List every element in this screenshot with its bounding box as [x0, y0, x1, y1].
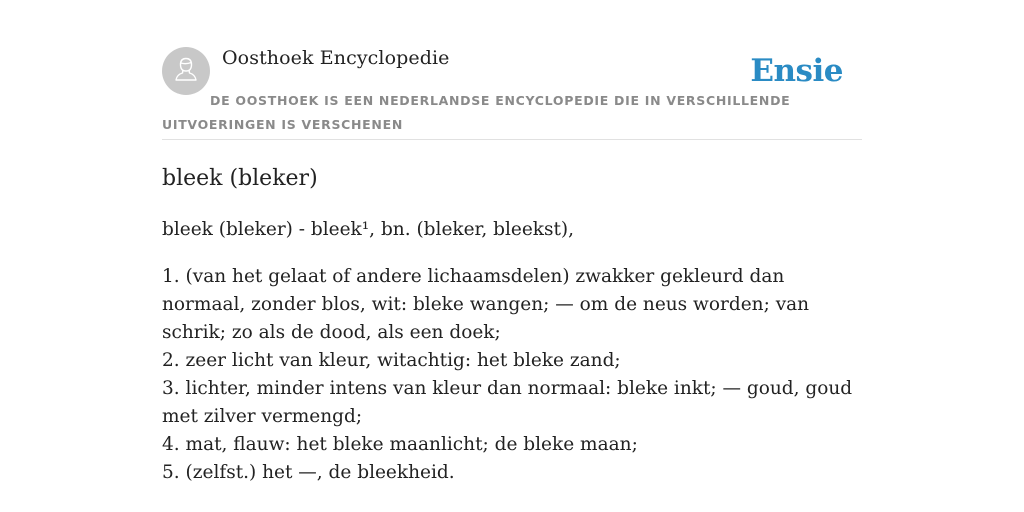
definition-sense: 3. lichter, minder intens van kleur dan normaal: bleke inkt; — goud, goud met zilver vermengd; [162, 378, 853, 427]
entry-page [162, 46, 862, 487]
author-avatar[interactable] [162, 47, 210, 95]
definition-sense: 4. mat, flauw: het bleke maanlicht; de bleke maan; [162, 434, 638, 455]
definition-sense: 2. zeer licht van kleur, witachtig: het bleke zand; [162, 350, 621, 371]
entry-title: bleek (bleker) [162, 166, 318, 191]
ensie-logo[interactable]: Ensie [750, 53, 843, 89]
author-name-link[interactable]: Oosthoek Encyclopedie [222, 47, 450, 69]
author-tagline: DE OOSTHOEK IS EEN NEDERLANDSE ENCYCLOPEDIE DIE IN VERSCHILLENDE UITVOERINGEN IS VERSCHENEN [162, 93, 791, 132]
entry-definition [162, 263, 862, 487]
author-header [162, 46, 862, 140]
definition-sense: 5. (zelfst.) het —, de bleekheid. [162, 462, 455, 483]
entry-lemma: bleek (bleker) - bleek¹, bn. (bleker, bleekst), [162, 219, 575, 240]
user-silhouette-icon [171, 54, 201, 88]
definition-sense: 1. (van het gelaat of andere lichaamsdelen) zwakker gekleurd dan normaal, zonder blos, wit: bleke wangen; — om de neus worden; van schrik; zo als de dood, als een doek; [162, 266, 810, 343]
